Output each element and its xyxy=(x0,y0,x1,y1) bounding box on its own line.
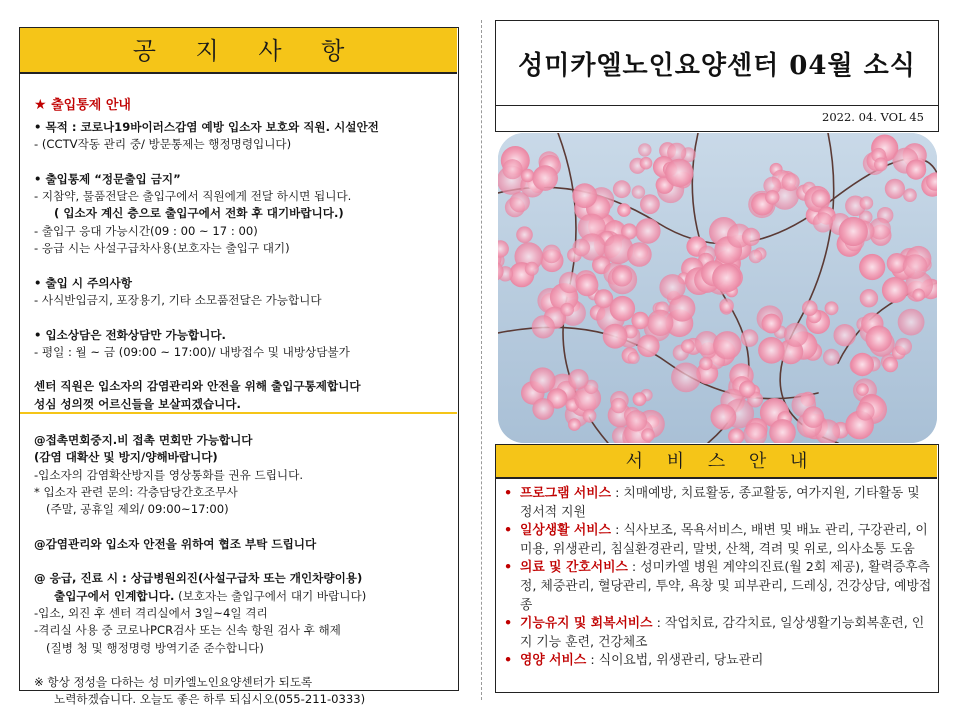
blossom xyxy=(885,179,905,199)
blossom xyxy=(898,309,925,336)
blossom xyxy=(603,324,628,349)
blossom xyxy=(813,212,833,232)
handover-text: 출입구에서 인계합니다. xyxy=(54,588,175,603)
blossom xyxy=(671,363,701,393)
blossom xyxy=(659,274,685,300)
blossom xyxy=(856,383,869,396)
blossom xyxy=(895,338,912,355)
blossom xyxy=(633,392,647,406)
notice-panel xyxy=(19,27,459,707)
bullet-icon: • xyxy=(504,616,513,632)
info-line: @접촉면회중지.비 접촉 면회만 가능합니다 xyxy=(34,433,253,447)
service-item xyxy=(504,615,932,652)
bullet-icon: • xyxy=(504,523,513,539)
service-desc: : 식사보조, 목욕서비스, 배변 및 배뇨 관리, 구강관리, 이미용, 위생관리, 침실환경관리, 말벗, 산책, 격려 및 위로, 의사소통 도움 xyxy=(520,523,928,557)
blossom xyxy=(823,349,840,366)
blossom xyxy=(802,300,818,316)
blossom xyxy=(516,226,533,243)
blossom xyxy=(635,218,660,243)
blossom xyxy=(532,398,554,420)
info-line: (질병 청 및 행정명령 방역기준 준수합니다) xyxy=(46,640,264,655)
notice-line: - 사식반입금지, 포장용기, 기타 소모품전달은 가능합니다 xyxy=(34,292,322,307)
blossom xyxy=(572,183,597,208)
blossom xyxy=(834,324,856,346)
service-header xyxy=(496,445,937,479)
info-line: -입소, 외진 후 센터 격리실에서 3일~4일 격리 xyxy=(34,605,268,620)
blossom xyxy=(628,352,640,364)
blossom xyxy=(627,242,652,267)
blossom xyxy=(758,337,785,364)
blossom xyxy=(741,329,759,347)
issue-box xyxy=(495,106,939,132)
info-line: (주말, 공휴일 제외/ 09:00~17:00) xyxy=(46,502,229,517)
service-item xyxy=(504,485,932,522)
bullet-icon: • xyxy=(504,560,513,576)
info-line: * 입소자 관련 문의: 각층담당간호조무사 xyxy=(34,484,238,499)
blossom xyxy=(617,203,631,217)
blossom xyxy=(638,143,651,156)
service-title: 서 비 스 안 내 xyxy=(625,451,817,472)
notice-line: - 응급 시는 사설구급차사용(보호자는 출입구 대기) xyxy=(34,241,290,256)
notice-line: - 지참약, 물품전달은 출입구에서 직원에게 전달 하시면 됩니다. xyxy=(34,189,352,204)
service-desc: : 식이요법, 위생관리, 당뇨관리 xyxy=(586,653,764,669)
notice-line: 성심 성의껏 어르신들을 보살피겠습니다. xyxy=(34,396,241,411)
blossom xyxy=(903,188,917,202)
blossom xyxy=(765,190,779,204)
blossom xyxy=(713,331,741,359)
blossom xyxy=(742,228,760,246)
blossom xyxy=(882,277,908,303)
newsletter-title-box xyxy=(495,20,939,106)
notice-line: • 입소상담은 전화상담만 가능합니다. xyxy=(34,327,226,342)
blossom xyxy=(699,357,712,370)
blossom xyxy=(510,192,530,212)
service-name: 프로그램 서비스 xyxy=(520,486,611,501)
service-item xyxy=(504,522,932,559)
bullet-icon: • xyxy=(504,486,513,501)
blossom xyxy=(665,159,693,187)
visitation-info xyxy=(20,416,457,707)
blossom xyxy=(632,185,645,198)
blossom xyxy=(610,296,635,321)
blossom xyxy=(530,367,556,393)
info-line: ※ 항상 정성을 다하는 성 미카엘노인요양센터가 되도록 xyxy=(34,675,313,690)
blossom xyxy=(749,250,763,264)
blossom xyxy=(641,428,655,442)
blossom xyxy=(521,169,534,182)
service-desc: : 치매예방, 치료활동, 종교활동, 여가지원, 기타활동 및 정서적 지원 xyxy=(520,486,920,520)
blossom xyxy=(568,369,588,389)
blossom xyxy=(631,312,649,330)
blossom xyxy=(883,357,898,372)
info-line: 노력하겠습니다. 오늘도 좋은 하루 되십시오(055-211-0333) xyxy=(54,692,366,707)
blossom xyxy=(903,254,928,279)
info-line: -입소자의 감염확산방지를 영상통화를 권유 드립니다. xyxy=(34,467,304,482)
blossom xyxy=(856,402,875,421)
blossom xyxy=(851,353,874,376)
notice-body xyxy=(20,76,457,410)
blossom xyxy=(573,239,591,257)
notice-line: - 평일 : 월 ~ 금 (09:00 ~ 17:00)/ 내방접수 및 내방상담불가 xyxy=(34,344,350,359)
blossom xyxy=(611,398,627,414)
blossom xyxy=(825,301,839,315)
info-line: @ 응급, 진료 시 : 상급병원외진(사설구급차 또는 개인차량이용) xyxy=(34,571,363,586)
service-panel xyxy=(495,444,939,693)
blossom xyxy=(711,404,737,430)
blossom xyxy=(839,217,868,246)
notice-line: 센터 직원은 입소자의 감염관리와 안전을 위해 출입구통제합니다 xyxy=(34,379,361,394)
notice-line: ( 입소자 계신 층으로 출입구에서 전화 후 대기바랍니다.) xyxy=(54,206,344,221)
blossom xyxy=(502,159,522,179)
blossom xyxy=(906,160,926,180)
blossom xyxy=(576,274,599,297)
blossom xyxy=(739,381,756,398)
blossom xyxy=(803,406,825,428)
blossom xyxy=(542,245,561,264)
bullet-icon: • xyxy=(504,653,513,669)
blossom xyxy=(647,310,673,336)
info-line-handover xyxy=(34,588,457,605)
blossom xyxy=(782,173,800,191)
notice-line: • 출입 시 주의사항 xyxy=(34,275,132,290)
blossom xyxy=(784,323,808,347)
notice-line: • 목적 : 코로나19바이러스감염 예방 입소자 보호와 직원. 시설안전 xyxy=(34,120,379,134)
blossom xyxy=(811,190,829,208)
blossom xyxy=(613,180,631,198)
blossom xyxy=(612,266,633,287)
newsletter-title: 성미카엘노인요양센터 04월 소식 xyxy=(518,50,916,81)
service-name: 기능유지 및 회복서비스 xyxy=(520,616,653,632)
service-name: 영양 서비스 xyxy=(520,653,587,669)
service-name: 의료 및 간호서비스 xyxy=(520,560,628,576)
blossom xyxy=(640,157,653,170)
cherry-blossom-photo xyxy=(498,133,937,443)
blossom xyxy=(859,254,885,280)
blossom xyxy=(626,410,647,431)
blossom xyxy=(525,262,539,276)
entry-control-heading-text: 출입통제 안내 xyxy=(51,98,131,113)
notice-line: - (CCTV작동 관리 중/ 방문통제는 행정명령입니다) xyxy=(34,137,292,152)
service-item xyxy=(504,652,932,671)
blossom xyxy=(712,264,741,293)
blossom xyxy=(681,339,695,353)
service-desc: : 작업치료, 감각치료, 일상생활기능회복훈련, 인지 기능 훈련, 건강체조 xyxy=(520,616,925,650)
info-line: (감염 대확산 및 방지/양해바랍니다) xyxy=(34,450,218,465)
blossom xyxy=(874,158,888,172)
blossom xyxy=(532,165,558,191)
notice-line: • 출입통제 “정문출입 금지” xyxy=(34,171,181,186)
service-list xyxy=(504,485,932,671)
entry-control-heading xyxy=(34,94,457,117)
blossom xyxy=(719,298,734,313)
blossom xyxy=(583,409,597,423)
blossom xyxy=(532,315,555,338)
blossom xyxy=(568,418,581,431)
blossom xyxy=(866,326,892,352)
column-divider xyxy=(481,20,482,700)
blossom xyxy=(860,289,878,307)
blossom xyxy=(560,303,574,317)
star-icon: ★ xyxy=(34,97,47,113)
guardian-wait-text: (보호자는 출입구에서 대기 바랍니다) xyxy=(178,588,367,603)
yellow-separator xyxy=(20,412,457,414)
notice-line: - 출입구 응대 가능시간(09 : 00 ~ 17 : 00) xyxy=(34,223,258,238)
info-line: @감염관리와 입소자 안전을 위하여 협조 부탁 드립니다 xyxy=(34,536,317,551)
blossom xyxy=(762,314,782,334)
blossom xyxy=(640,194,660,214)
notice-title: 공 지 사 항 xyxy=(132,37,361,65)
issue-date: 2022. 04. VOL 45 xyxy=(822,110,924,124)
blossom xyxy=(912,289,925,302)
service-item xyxy=(504,559,932,615)
notice-header xyxy=(20,28,457,74)
cherry-blossom-illustration xyxy=(498,133,937,443)
service-desc: : 성미카엘 병원 계약의진료(월 2회 제공), 활력증후측정, 체중관리, 혈당관리, 투약, 욕창 및 피부관리, 드레싱, 건강상담, 예방접종 xyxy=(520,560,932,613)
blossom xyxy=(860,196,874,210)
info-line: -격리실 사용 중 코로나PCR검사 또는 신속 항원 검사 후 해제 xyxy=(34,623,341,638)
service-name: 일상생활 서비스 xyxy=(520,523,611,539)
blossom xyxy=(637,335,659,357)
